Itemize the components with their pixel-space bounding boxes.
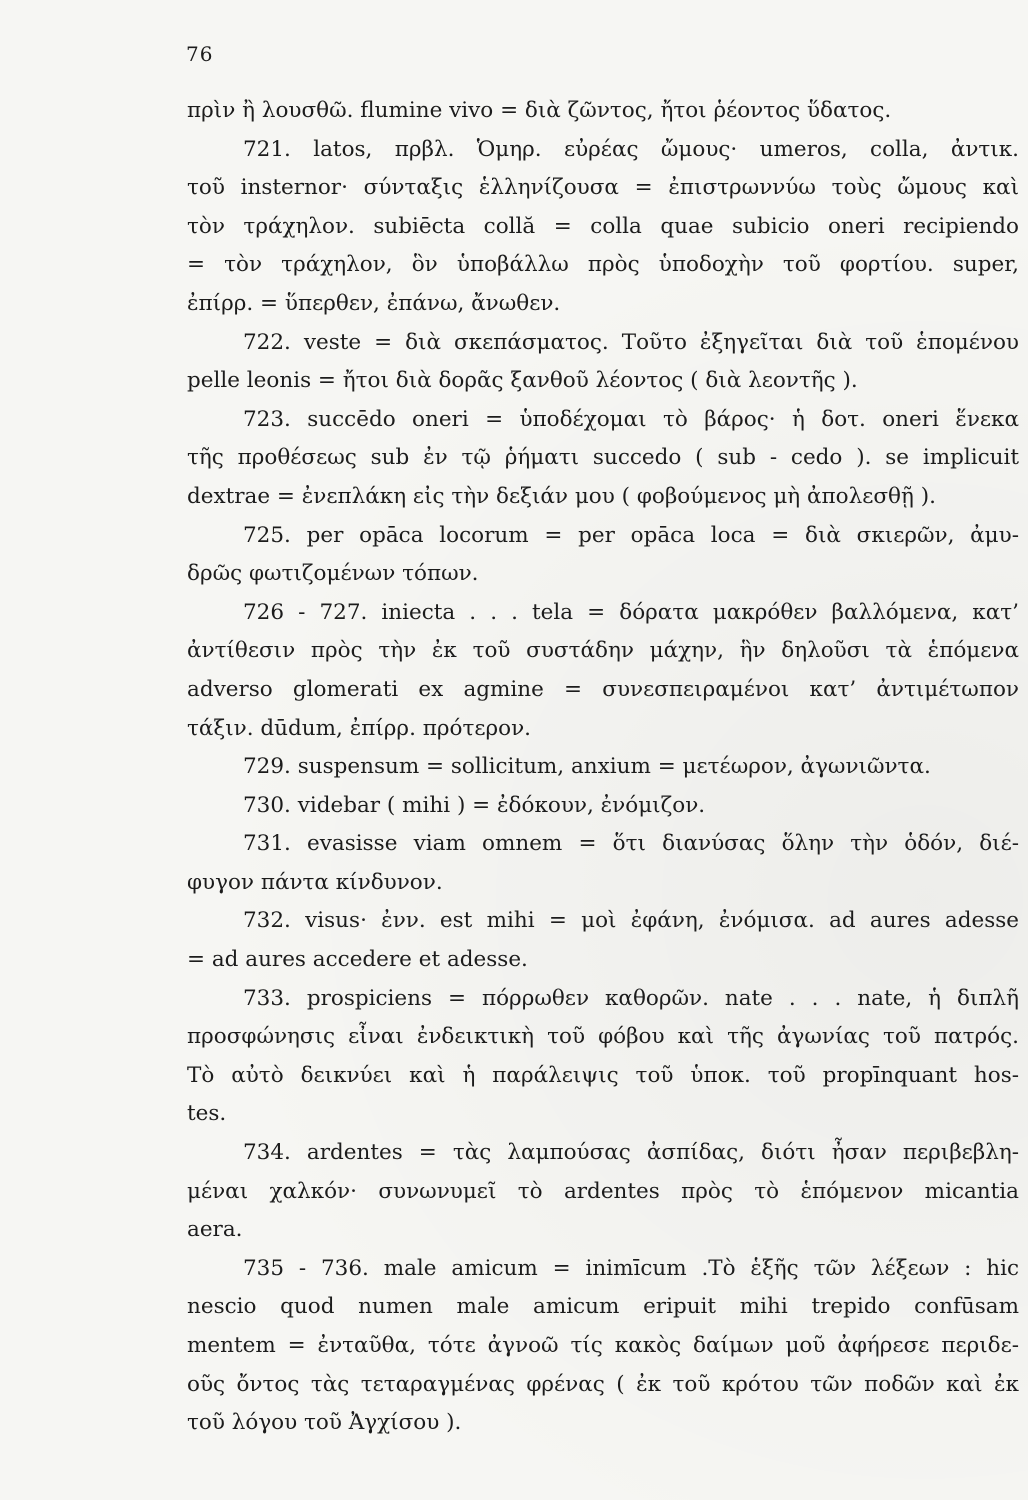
text-line: 721. latos, πρβλ. Ὁμηρ. εὐρέας ὤμους· umeros, colla, ἀντικ. — [243, 136, 1019, 162]
text-line: φυγον πάντα κίνδυνον. — [187, 869, 443, 895]
text-line: ἀντίθεσιν πρὸς τὴν ἐκ τοῦ συστάδην μάχην, ἣν δηλοῦσι τὰ ἑπόμενα — [187, 638, 1019, 664]
text-line: 726 - 727. iniecta . . . tela = δόρατα μακρόθεν βαλλόμενα, κατ’ — [243, 599, 1019, 625]
text-line: aera. — [187, 1217, 243, 1243]
page-number: 76 — [186, 42, 214, 66]
text-line: nescio quod numen male amicum eripuit mihi trepido confūsam — [187, 1294, 1019, 1320]
text-line: = ad aures accedere et adesse. — [187, 947, 528, 973]
text-line: τῆς προθέσεως sub ἐν τῷ ῥήματι succedo ( sub - cedo ). se implicuit — [187, 445, 1019, 471]
text-line: dextrae = ἐνεπλάκη εἰς τὴν δεξιάν μου ( φοβούμενος μὴ ἀπολεσθῇ ). — [187, 483, 936, 509]
text-line: τοῦ insternor· σύνταξις ἑλληνίζουσα = ἐπιστρωννύω τοὺς ὤμους καὶ — [187, 175, 1019, 201]
text-line: ἐπίρρ. = ὕπερθεν, ἐπάνω, ἄνωθεν. — [187, 290, 561, 316]
text-line: 732. visus· ἐνν. est mihi = μοὶ ἐφάνη, ἐνόμισα. ad aures adesse — [243, 908, 1019, 934]
text-line: 723. succēdo oneri = ὑποδέχομαι τὸ βάρος· ἡ δοτ. oneri ἕνεκα — [243, 406, 1019, 432]
text-line: τοῦ λόγου τοῦ Ἀγχίσου ). — [187, 1410, 462, 1436]
text-line: οῦς ὄντος τὰς τεταραγμένας φρένας ( ἐκ τοῦ κρότου τῶν ποδῶν καὶ ἐκ — [187, 1371, 1019, 1397]
text-line: 729. suspensum = sollicitum, anxium = μετέωρον, ἀγωνιῶντα. — [243, 754, 931, 780]
text-line: τὸν τράχηλον. subiēcta collă = colla quae subicio oneri recipiendo — [187, 213, 1019, 239]
text-line: 730. videbar ( mihi ) = ἐδόκουν, ἐνόμιζον. — [243, 792, 706, 818]
commentary-text — [187, 92, 1019, 1443]
text-line: mentem = ἐνταῦθα, τότε ἀγνοῶ τίς κακὸς δαίμων μοῦ ἀφήρεσε περιδε- — [187, 1333, 1019, 1358]
text-line: 731. evasisse viam omnem = ὅτι διανύσας ὅλην τὴν ὁδόν, διέ- — [243, 831, 1019, 857]
text-line: 725. per opāca locorum = per opāca loca = διὰ σκιερῶν, ἀμυ- — [243, 522, 1019, 548]
text-line: Τὸ αὐτὸ δεικνύει καὶ ἡ παράλειψις τοῦ ὑποκ. τοῦ propīnquant hos- — [187, 1062, 1019, 1088]
text-line: 735 - 736. male amicum = inimīcum .Τὸ ἑξῆς τῶν λέξεων : hic — [243, 1255, 1019, 1281]
text-line: tes. — [187, 1101, 227, 1127]
text-line: 733. prospiciens = πόρρωθεν καθορῶν. nate . . . nate, ἡ διπλῆ — [243, 985, 1019, 1011]
text-line: 734. ardentes = τὰς λαμπούσας ἀσπίδας, διότι ἦσαν περιβεβλη- — [243, 1140, 1019, 1166]
text-line: adverso glomerati ex agmine = συνεσπειραμένοι κατ’ ἀντιμέτωπον — [187, 676, 1019, 702]
text-line: μέναι χαλκόν· συνωνυμεῖ τὸ ardentes πρὸς τὸ ἑπόμενον micantia — [187, 1178, 1019, 1204]
text-line: 722. veste = διὰ σκεπάσματος. Τοῦτο ἐξηγεῖται διὰ τοῦ ἑπομένου — [243, 329, 1019, 355]
text-line: = τὸν τράχηλον, ὃν ὑποβάλλω πρὸς ὑποδοχὴν τοῦ φορτίου. super, — [187, 252, 1019, 278]
text-line: προσφώνησις εἶναι ἐνδεικτικὴ τοῦ φόβου καὶ τῆς ἀγωνίας τοῦ πατρός. — [187, 1024, 1019, 1050]
text-line: τάξιν. dūdum, ἐπίρρ. πρότερον. — [187, 715, 531, 741]
text-line: δρῶς φωτιζομένων τόπων. — [187, 561, 479, 587]
text-line: πρὶν ἢ λουσθῶ. flumine vivo = διὰ ζῶντος, ἤτοι ῥέοντος ὕδατος. — [187, 98, 892, 123]
text-line: pelle leonis = ἤτοι διὰ δορᾶς ξανθοῦ λέοντος ( διὰ λεοντῆς ). — [187, 368, 858, 394]
